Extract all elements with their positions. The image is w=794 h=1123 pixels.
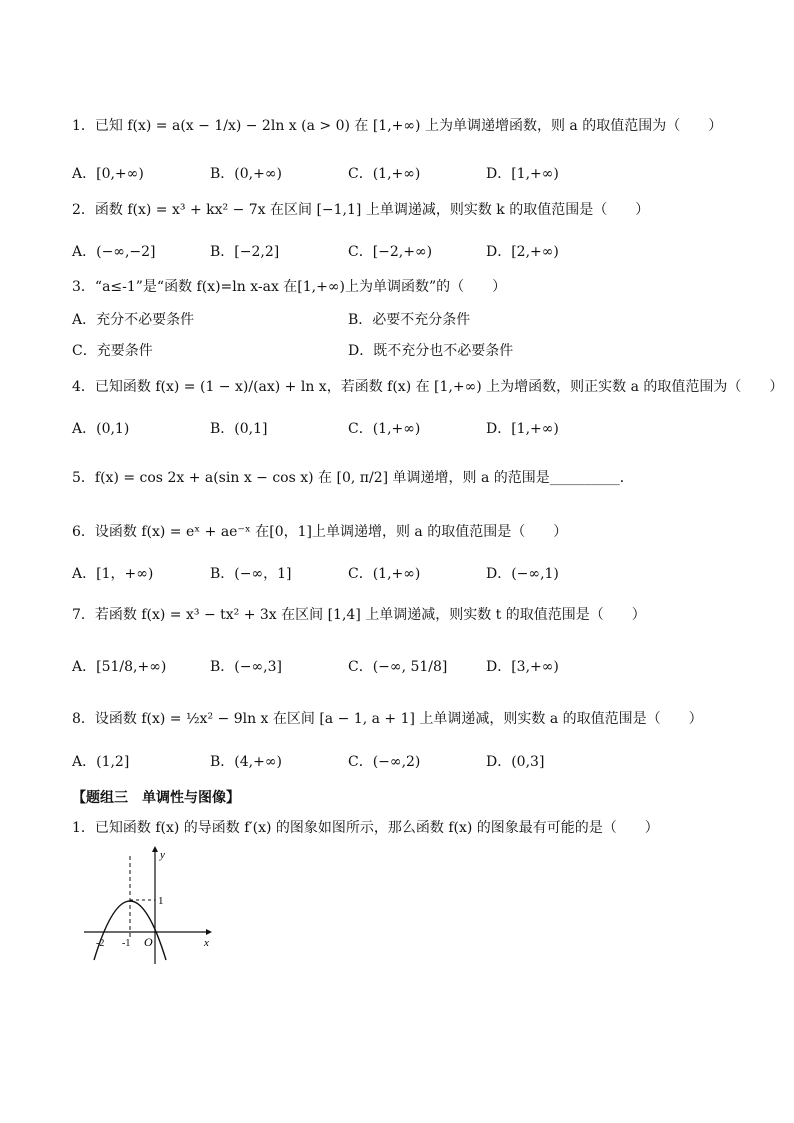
q3-option-a: A．充分不必要条件 [72, 312, 195, 328]
q7-option-d: D．[3,+∞) [486, 659, 559, 675]
question-6-stem: 6．设函数 f(x) = eˣ + ae⁻ˣ 在[0，1]上单调递增，则 a 的取值范围是（ ） [72, 524, 568, 540]
q2-option-d: D．[2,+∞) [486, 244, 559, 260]
q1-option-c: C．(1,+∞) [348, 166, 421, 182]
question-7-stem: 7．若函数 f(x) = x³ − tx² + 3x 在区间 [1,4] 上单调递减，则实数 t 的取值范围是（ ） [72, 607, 646, 623]
q2-option-a: A．(−∞,−2] [72, 244, 156, 260]
q6-option-c: C．(1,+∞) [348, 566, 421, 582]
section-question-1-stem: 1．已知函数 f(x) 的导函数 f′(x) 的图象如图所示，那么函数 f(x) 的图象最有可能的是（ ） [72, 820, 659, 836]
x-tick-neg1: -1 [122, 938, 131, 949]
x-axis-arrow [206, 929, 212, 935]
section-heading: 【题组三 单调性与图像】 [72, 790, 240, 806]
q1-option-d: D．[1,+∞) [486, 166, 559, 182]
q1-option-b: B．(0,+∞) [210, 166, 282, 182]
q4-option-d: D．[1,+∞) [486, 421, 559, 437]
question-8-stem: 8．设函数 f(x) = ½x² − 9ln x 在区间 [a − 1, a + 1] 上单调递减，则实数 a 的取值范围是（ ） [72, 711, 703, 727]
q7-option-c: C．(−∞, 51/8] [348, 659, 448, 675]
q8-option-d: D．(0,3] [486, 754, 545, 770]
x-tick-neg2: -2 [96, 938, 105, 949]
q8-option-b: B．(4,+∞) [210, 754, 282, 770]
q1-option-a: A．[0,+∞) [72, 166, 144, 182]
question-2-stem: 2．函数 f(x) = x³ + kx² − 7x 在区间 [−1,1] 上单调递减，则实数 k 的取值范围是（ ） [72, 202, 650, 218]
question-5-stem: 5．f(x) = cos 2x + a(sin x − cos x) 在 [0, π/2] 单调递增，则 a 的范围是__________． [72, 470, 634, 486]
question-1-stem: 1．已知 f(x) = a(x − 1/x) − 2ln x (a > 0) 在 [1,+∞) 上为单调递增函数，则 a 的取值范围为（ ） [72, 118, 723, 134]
q6-option-d: D．(−∞,1) [486, 566, 559, 582]
q7-option-a: A．[51/8,+∞) [72, 659, 167, 675]
q2-option-b: B．[−2,2] [210, 244, 280, 260]
derivative-graph [80, 842, 215, 967]
q3-option-c: C．充要条件 [72, 343, 153, 359]
q4-option-b: B．(0,1] [210, 421, 268, 437]
question-3-stem: 3．“a≤-1”是“函数 f(x)=ln x-ax 在[1,+∞)上为单调函数”的（ ） [72, 279, 507, 295]
y-axis-label: y [160, 849, 165, 861]
q6-option-b: B．(−∞，1] [210, 566, 292, 582]
q3-option-b: B．必要不充分条件 [348, 312, 471, 328]
origin-label: O [144, 935, 153, 949]
q3-option-d: D．既不充分也不必要条件 [348, 343, 514, 359]
x-axis-label: x [204, 937, 209, 949]
y-axis-arrow [152, 846, 158, 852]
q6-option-a: A．[1，+∞) [72, 566, 154, 582]
q8-option-a: A．(1,2] [72, 754, 130, 770]
q4-option-a: A．(0,1) [72, 421, 130, 437]
q7-option-b: B．(−∞,3] [210, 659, 282, 675]
q4-option-c: C．(1,+∞) [348, 421, 421, 437]
q8-option-c: C．(−∞,2) [348, 754, 421, 770]
question-4-stem: 4．已知函数 f(x) = (1 − x)/(ax) + ln x，若函数 f(x) 在 [1,+∞) 上为增函数，则正实数 a 的取值范围为（ ） [72, 379, 784, 395]
y-tick-1: 1 [158, 895, 164, 907]
q2-option-c: C．[−2,+∞) [348, 244, 433, 260]
